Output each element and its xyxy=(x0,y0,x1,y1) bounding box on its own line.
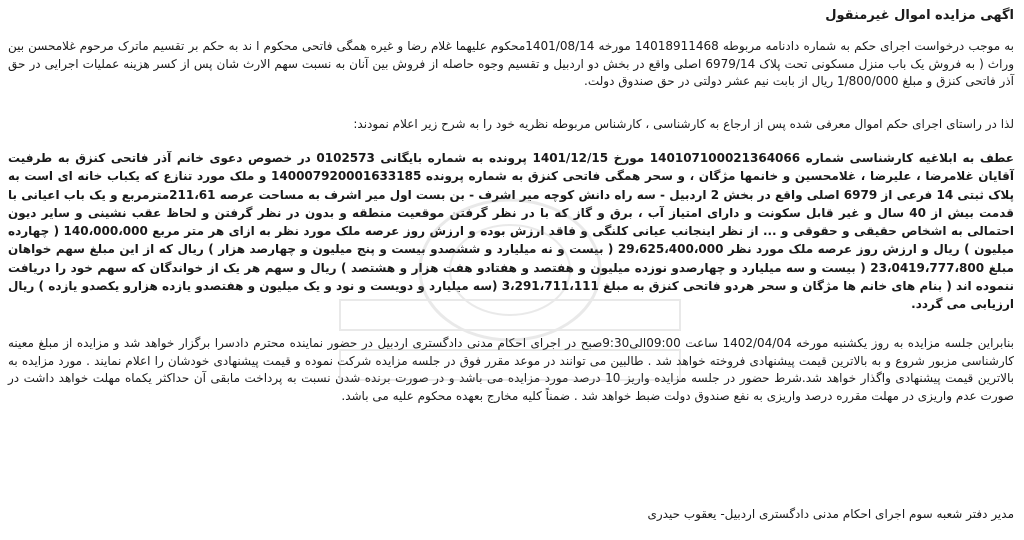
notice-title: اگهی مزایده اموال غیرمنقول xyxy=(825,8,1014,23)
paragraph-expert-intro: لذا در راستای اجرای حکم اموال معرفی شده پس از ارجاع به کارشناسی ، کارشناس مربوطه نظریه خود را به شرح زیر اعلام نمودند: xyxy=(353,117,1014,131)
paragraph-expert-opinion: عطف به ابلاغیه کارشناسی شماره 140107100021364066 مورخ 1401/12/15 پرونده به شماره بایگانی 0102573 در خصوص دعوی خانم آذر فاتحی کنزق به طرفیت آقایان غلامرضا ، علیرضا ، غلامحسین و خانمها مژگان ، و سحر همگی فاتحی کنزق به شماره پرونده 140007920001633185 و ملک مورد تنازع که یکباب خانه ای است به پلاک ثبتی 14 فرعی از 6979 اصلی واقع در بخش 2 اردبیل - سه راه دانش کوچه میر اشرف - بن بست اول میر اشرف به مساحت عرصه 211،61مترمربع و یک باب اعیانی با قدمت بیش از 40 سال و غیر قابل سکونت و دارای امتیاز آب ، برق و گاز که با در نظر گرفتن موقعیت منطقه و بدون در نظر گرفتن و لحاظ عقب نشینی و سایر دیون احتمالی به اشخاص حقیقی و حقوقی و ... از نظر اینجانب عیانی کلنگی و فاقد ارزش بوده و ارزش روز عرصه ملک مورد نظر به ازای هر متر مربع 140،000،000 ( چهارده میلیون ) ریال و ارزش روز عرصه ملک مورد نظر 29،625،400،000 ( بیست و نه میلیارد و ششصدو بیست و پنج میلیون و چهارصد هزار ) ریال که از این مبلغ سهم خواهان مبلغ 23،0419،777،800 ( بیست و سه میلیارد و چهارصدو نوزده میلیون و هفتصد و هفتادو هفت هزار و هشتصد ) ریال و سهم هر یک از خواندگان که سهم خود را دریافت ننموده اند ( بنام های خانم ها مژگان و سحر هردو فاتحی کنزق به مبلغ 3،291،711،111 (سه میلیارد و دویست و نود و یک میلیون و هفتصدو یازده هزارو یکصدو یازده ) ریال ارزیابی می گردد. xyxy=(8,151,1015,312)
paragraph-auction-terms: بنابراین جلسه مزایده به روز یکشنبه مورخه 1402/04/04 ساعت 09:00الی9:30صبح در اجرای احکام مدنی دادگستری اردبیل در حضور نماینده محترم دادسرا برگزار خواهد شد و مزایده از مبلغ معینه کارشناسی مزبور شروع و به بالاترین قیمت پیشنهادی فروخته خواهد شد . طالبین می توانند در موعد مقرر فوق در جلسه مزایده شرکت نموده و قیمت پیشنهادی خودشان را اعلام نمایند . مورد مزایده به بالاترین قیمت پیشنهادی واگذار خواهد شد.شرط حضور در جلسه مزایده واریز 10 درصد مورد مزایده می باشد و در صورت برنده شدن نسبت به پرداخت مابقی آن حداکثر یکماه مهلت خواهد داشت در صورت عدم واریزی در مهلت مقرره درصد واریزی به نفع صندوق دولت ضبط خواهد شد . ضمناً کلیه مخارج بعهده محکوم علیه می باشد. xyxy=(8,336,1014,403)
signature-line: مدیر دفتر شعبه سوم اجرای احکام مدنی دادگستری اردبیل- یعقوب حیدری xyxy=(647,507,1014,521)
paragraph-order: به موجب درخواست اجرای حکم به شماره دادنامه مربوطه 14018911468 مورخه 1401/08/14محکوم علیهما غلام رضا و غیره همگی فاتحی محکوم ا ند به حکم بر تقسیم ماترک مرحوم غلامحسن بین وراث ( به فروش یک باب منزل مسکونی تحت پلاک 6979/14 اصلی واقع در بخش دو اردبیل و تقسیم وجوه حاصله از فروش بین آنان به نسبت سهم الارث شان پس از کسر هزینه عملیات اجرایی در حق آذر فاتحی کنزق و مبلغ 1/800/000 ریال از بابت نیم عشر دولتی در حق صندوق دولت. xyxy=(8,39,1015,89)
